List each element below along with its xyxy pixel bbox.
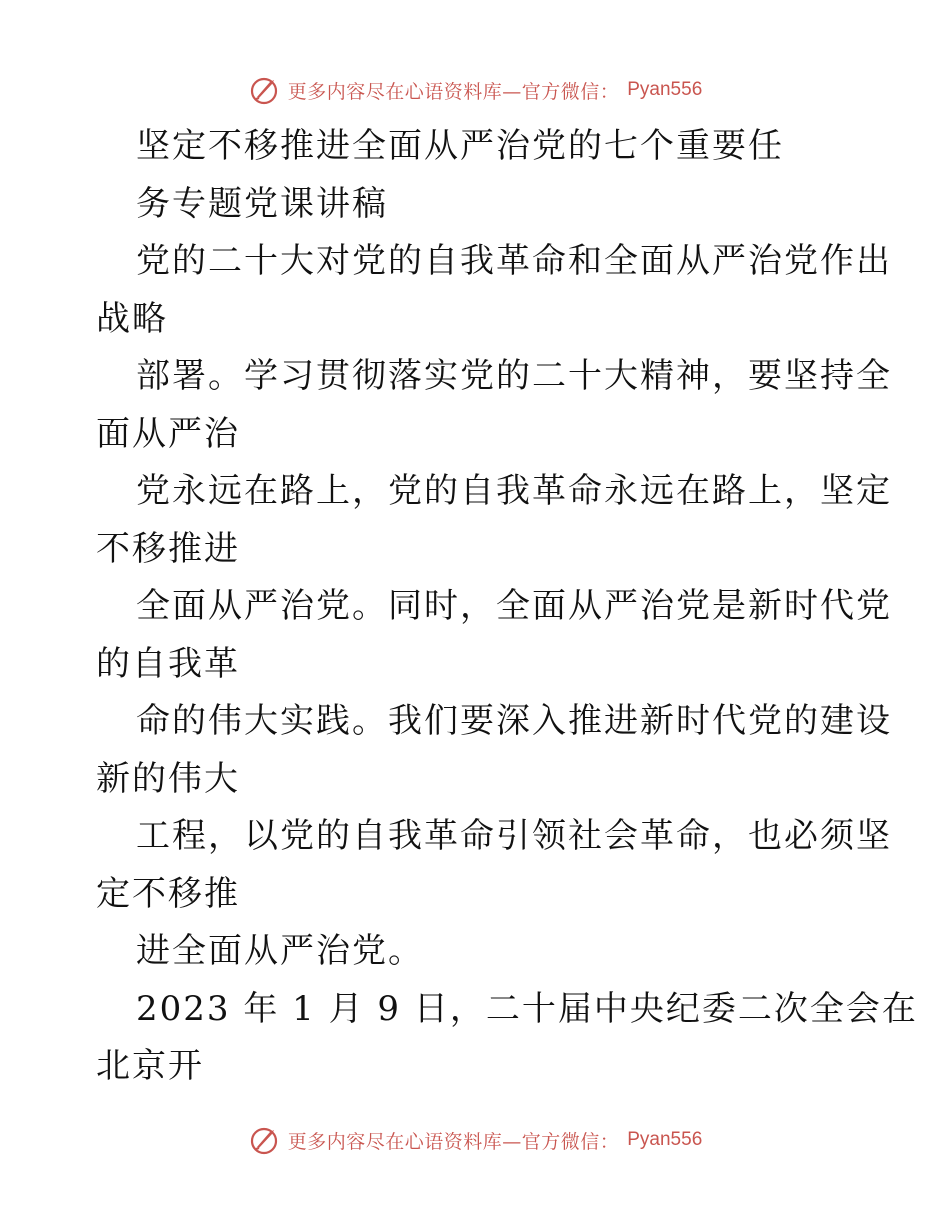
text-line: 不移推进 (96, 528, 240, 569)
header-watermark (0, 70, 950, 110)
text-line: 进全面从严治党。 (136, 931, 424, 971)
text-line: 定不移推 (96, 873, 240, 914)
text-line: 党的二十大对党的自我革命和全面从严治党作出 (136, 241, 892, 281)
text-line: 全面从严治党。同时，全面从严治党是新时代党 (136, 586, 892, 626)
footer-watermark (0, 1120, 950, 1160)
watermark-wechat-id: Pyan556 (627, 79, 703, 100)
document-body (96, 118, 918, 1096)
text-line: 2023 年 1 月 9 日，二十届中央纪委二次全会在 (136, 988, 918, 1029)
watermark-text: 更多内容尽在心语资料库—官方微信： (287, 80, 620, 103)
quill-logo-icon (248, 1124, 280, 1156)
title-line-2: 务专题党课讲稿 (136, 183, 388, 224)
text-line: 北京开 (96, 1046, 204, 1086)
text-line: 部署。学习贯彻落实党的二十大精神，要坚持全 (136, 356, 892, 396)
text-line: 命的伟大实践。我们要深入推进新时代党的建设 (136, 701, 892, 741)
text-line: 的自我革 (96, 643, 240, 684)
text-line: 工程，以党的自我革命引领社会革命，也必须坚 (136, 816, 892, 856)
title-line-1: 坚定不移推进全面从严治党的七个重要任 (136, 126, 784, 166)
watermark-text: 更多内容尽在心语资料库—官方微信： (287, 1130, 620, 1153)
watermark-wechat-id: Pyan556 (627, 1129, 703, 1150)
text-line: 面从严治 (96, 413, 240, 454)
text-line: 新的伟大 (96, 758, 240, 799)
quill-logo-icon (248, 74, 280, 106)
text-line: 党永远在路上，党的自我革命永远在路上，坚定 (136, 471, 892, 511)
text-line: 战略 (96, 298, 168, 339)
